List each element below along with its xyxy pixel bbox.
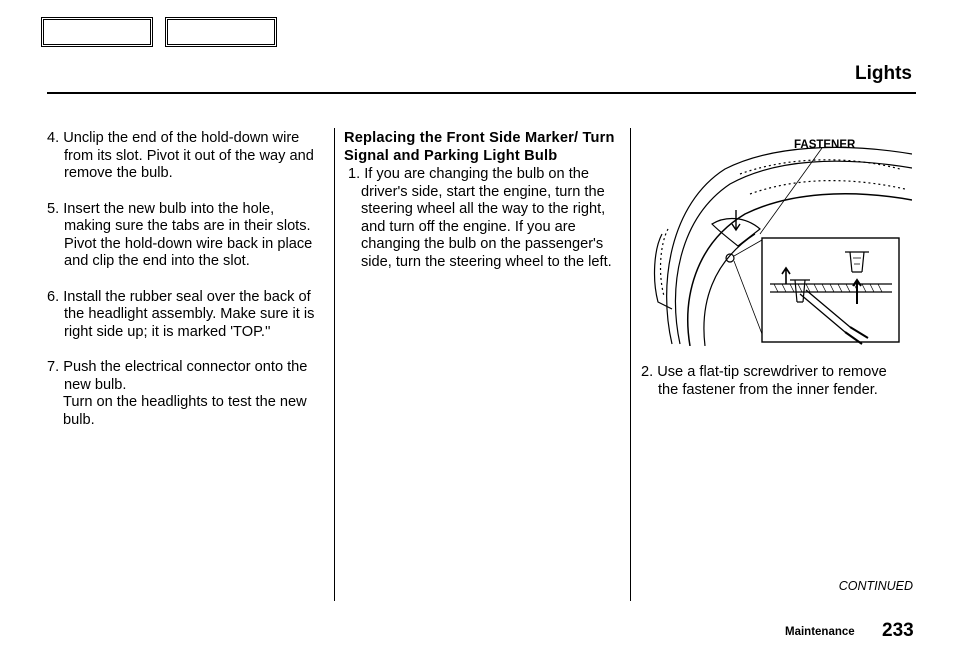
step-2: 2. Use a flat-tip screwdriver to remove the fastener from the inner fender. — [641, 364, 887, 398]
step-6: 6. Install the rubber seal over the back of the headlight assembly. Make sure it is right side up; it is marked 'TOP.'' — [47, 288, 315, 340]
column-left — [47, 130, 322, 447]
column-divider-2 — [630, 128, 631, 601]
step-1: 1. If you are changing the bulb on the driver's side, start the engine, turn the steering wheel all the way to the right, and turn off the engine. If you are changing the bulb on the passenger's side, turn the steering wheel to the left. — [348, 166, 612, 270]
header-rule — [47, 92, 916, 94]
step-5: 5. Insert the new bulb into the hole, making sure the tabs are in their slots. Pivot the hold-down wire back in place and clip the end into the slot. — [47, 200, 313, 269]
nav-button-previous[interactable] — [41, 17, 153, 47]
page-number: 233 — [882, 620, 914, 641]
continued-label: CONTINUED — [838, 579, 913, 593]
column-middle — [344, 130, 622, 271]
footer-section: Maintenance — [785, 626, 855, 638]
column-right — [641, 364, 911, 417]
step-7-extra: Turn on the headlights to test the new bulb. — [63, 394, 307, 428]
step-4: 4. Unclip the end of the hold-down wire from its slot. Pivot it out of the way and remove the bulb. — [47, 130, 314, 181]
fastener-illustration — [650, 134, 912, 346]
figure-label-fastener: FASTENER — [794, 139, 856, 151]
step-7 — [47, 359, 322, 429]
section-heading: Replacing the Front Side Marker/ Turn Signal and Parking Light Bulb — [344, 130, 615, 164]
page-title: Lights — [855, 63, 912, 84]
column-divider-1 — [334, 128, 335, 601]
nav-button-next[interactable] — [165, 17, 277, 47]
step-7-text: 7. Push the electrical connector onto the new bulb. — [47, 359, 308, 393]
